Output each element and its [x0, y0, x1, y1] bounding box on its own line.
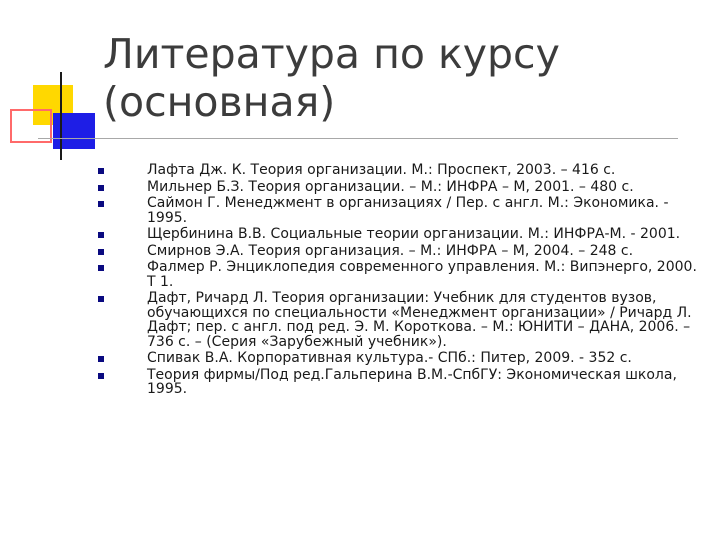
list-item	[98, 196, 698, 225]
title-divider-line	[38, 138, 678, 139]
list-item	[98, 291, 698, 349]
list-item	[98, 227, 698, 242]
reference-text: Дафт, Ричард Л. Теория организации: Учебник для студентов вузов, обучающихся по специальности «Менеджмент организации» / Ричард Л. Дафт; пер. с англ. под ред. Э. М. Короткова. – М.: ЮНИТИ – ДАНА, 2006. – 736 с. – (Серия «Зарубежный учебник»).	[147, 290, 692, 350]
reference-text: Смирнов Э.А. Теория организация. – М.: ИНФРА – М, 2004. – 248 с.	[147, 242, 634, 259]
reference-text: Фалмер Р. Энциклопедия современного управления. М.: Випэнерго, 2000. Т 1.	[147, 259, 697, 290]
reference-text: Спивак В.А. Корпоративная культура.- СПб.: Питер, 2009. - 352 с.	[147, 350, 632, 366]
list-item	[98, 260, 698, 289]
square-bullet-icon	[98, 249, 104, 255]
decorative-vertical-line	[60, 72, 62, 160]
square-bullet-icon	[98, 185, 104, 191]
reference-list	[98, 163, 698, 399]
square-bullet-icon	[98, 373, 104, 379]
square-bullet-icon	[98, 232, 104, 238]
reference-text: Лафта Дж. К. Теория организации. М.: Проспект, 2003. – 416 с.	[147, 162, 616, 178]
square-bullet-icon	[98, 265, 104, 271]
square-bullet-icon	[98, 356, 104, 362]
reference-text: Щербинина В.В. Социальные теории организации. М.: ИНФРА-М. - 2001.	[147, 226, 681, 242]
reference-text: Саймон Г. Менеджмент в организациях / Пер. с англ. М.: Экономика. - 1995.	[147, 195, 669, 226]
square-bullet-icon	[98, 201, 104, 207]
list-item	[98, 351, 698, 366]
list-item	[98, 180, 698, 195]
list-item	[98, 244, 698, 259]
square-bullet-icon	[98, 296, 104, 302]
reference-text: Теория фирмы/Под ред.Гальперина В.М.-СпбГУ: Экономическая школа, 1995.	[147, 366, 677, 397]
list-item	[98, 163, 698, 178]
square-bullet-icon	[98, 168, 104, 174]
slide-title: Литература по курсу (основная)	[103, 30, 560, 126]
list-item	[98, 368, 698, 397]
reference-text: Мильнер Б.З. Теория организации. – М.: ИНФРА – М, 2001. – 480 с.	[147, 178, 634, 195]
